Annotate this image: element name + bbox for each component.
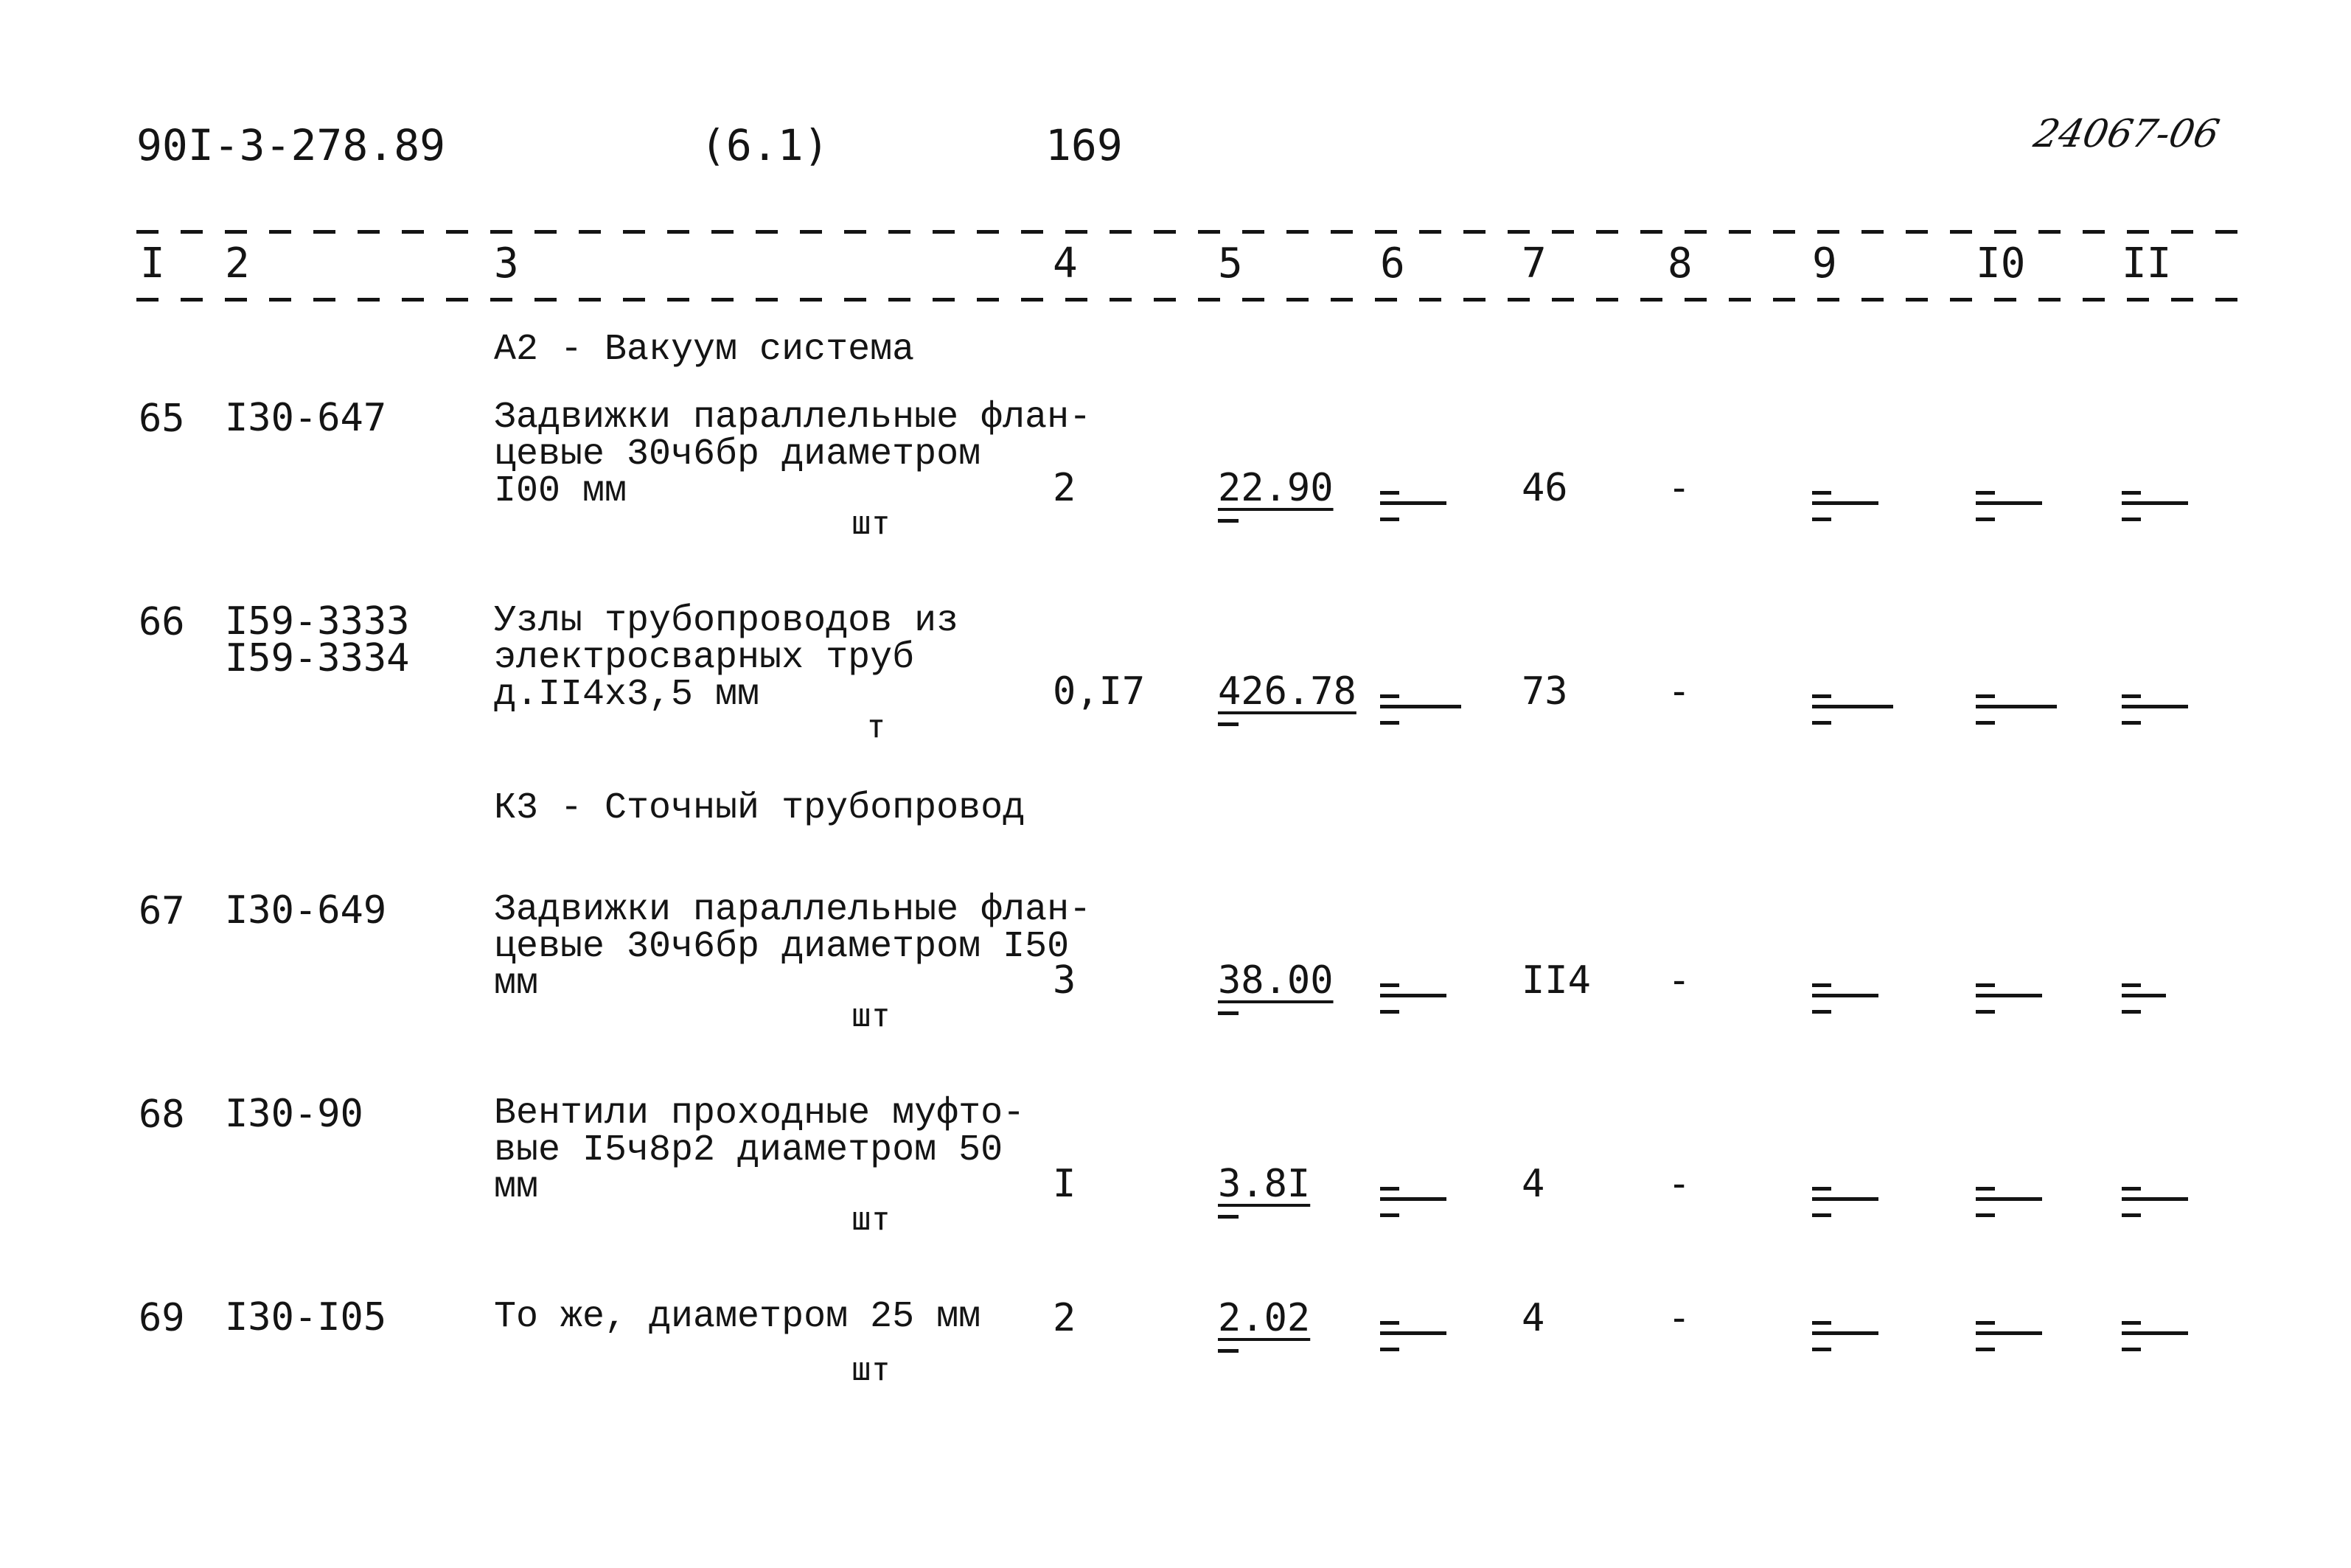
item-description-line: цевые 30ч6бр диаметром I50	[494, 926, 1070, 968]
document-code: 90I-3-278.89	[136, 120, 446, 170]
item-code: I30-90	[225, 1092, 363, 1136]
item-code: I59-3333	[225, 599, 410, 644]
col8-value: -	[1668, 466, 1691, 510]
quantity: 2	[1053, 1296, 1076, 1340]
total-cost: 73	[1522, 669, 1568, 714]
item-description-line: Задвижки параллельные флан-	[494, 889, 1092, 931]
column-header-5: 5	[1218, 240, 1243, 288]
section-title-sewer: К3 - Сточный трубопровод	[494, 787, 1025, 829]
item-description-line: вые I5ч8р2 диаметром 50	[494, 1129, 1003, 1171]
item-description-line: мм	[494, 1166, 539, 1208]
column-header-4: 4	[1053, 240, 1078, 288]
item-description-line: Узлы трубопроводов из	[494, 600, 959, 642]
total-cost: II4	[1522, 958, 1591, 1003]
item-description-line: д.II4х3,5 мм	[494, 674, 760, 716]
column-header-1: I	[140, 240, 165, 288]
header-top-rule	[136, 230, 2237, 234]
unit-price: 426.78	[1218, 669, 1356, 714]
row-number: 65	[139, 397, 185, 441]
quantity: I	[1053, 1162, 1076, 1206]
unit-price: 2.02	[1218, 1296, 1311, 1340]
section-number: (6.1)	[700, 120, 829, 170]
col8-value: -	[1668, 958, 1691, 1003]
column-header-6: 6	[1380, 240, 1405, 288]
total-cost: 4	[1522, 1162, 1545, 1206]
row-number: 67	[139, 889, 185, 933]
row-number: 66	[139, 600, 185, 644]
handwritten-inventory-number: 24067-06	[2030, 112, 2223, 156]
unit-price: 22.90	[1218, 466, 1334, 510]
item-description-line: мм	[494, 963, 539, 1005]
page-number: 169	[1045, 120, 1123, 170]
unit-of-measure: шт	[851, 504, 891, 542]
column-header-11: II	[2122, 240, 2172, 288]
col8-value: -	[1668, 669, 1691, 714]
column-header-10: I0	[1976, 240, 2026, 288]
total-cost: 4	[1522, 1296, 1545, 1340]
unit-of-measure: шт	[851, 1200, 891, 1238]
column-header-9: 9	[1812, 240, 1837, 288]
header-bottom-rule	[136, 298, 2237, 302]
unit-of-measure: шт	[851, 997, 891, 1034]
item-description-line: цевые 30ч6бр диаметром	[494, 433, 981, 475]
row-number: 69	[139, 1296, 185, 1340]
item-code: I30-I05	[225, 1295, 387, 1339]
total-cost: 46	[1522, 466, 1568, 510]
column-header-2: 2	[225, 240, 250, 288]
column-header-8: 8	[1668, 240, 1693, 288]
col8-value: -	[1668, 1296, 1691, 1340]
row-number: 68	[139, 1093, 185, 1137]
quantity: 3	[1053, 958, 1076, 1003]
quantity: 2	[1053, 466, 1076, 510]
column-header-7: 7	[1522, 240, 1547, 288]
section-title-vacuum: А2 - Вакуум система	[494, 329, 915, 371]
item-description-line: То же, диаметром 25 мм	[494, 1296, 981, 1338]
quantity: 0,I7	[1053, 669, 1146, 714]
item-code: I30-649	[225, 888, 387, 933]
unit-of-measure: шт	[851, 1351, 891, 1388]
item-description-line: Вентили проходные муфто-	[494, 1093, 1025, 1135]
col8-value: -	[1668, 1162, 1691, 1206]
item-code: I30-647	[225, 396, 387, 440]
item-code: I59-3334	[225, 636, 410, 680]
item-description-line: I00 мм	[494, 470, 627, 512]
unit-price: 3.8I	[1218, 1162, 1311, 1206]
unit-of-measure: т	[866, 708, 886, 745]
item-description-line: Задвижки параллельные флан-	[494, 397, 1092, 439]
item-description-line: электросварных труб	[494, 637, 915, 679]
column-header-3: 3	[494, 240, 519, 288]
unit-price: 38.00	[1218, 958, 1334, 1003]
